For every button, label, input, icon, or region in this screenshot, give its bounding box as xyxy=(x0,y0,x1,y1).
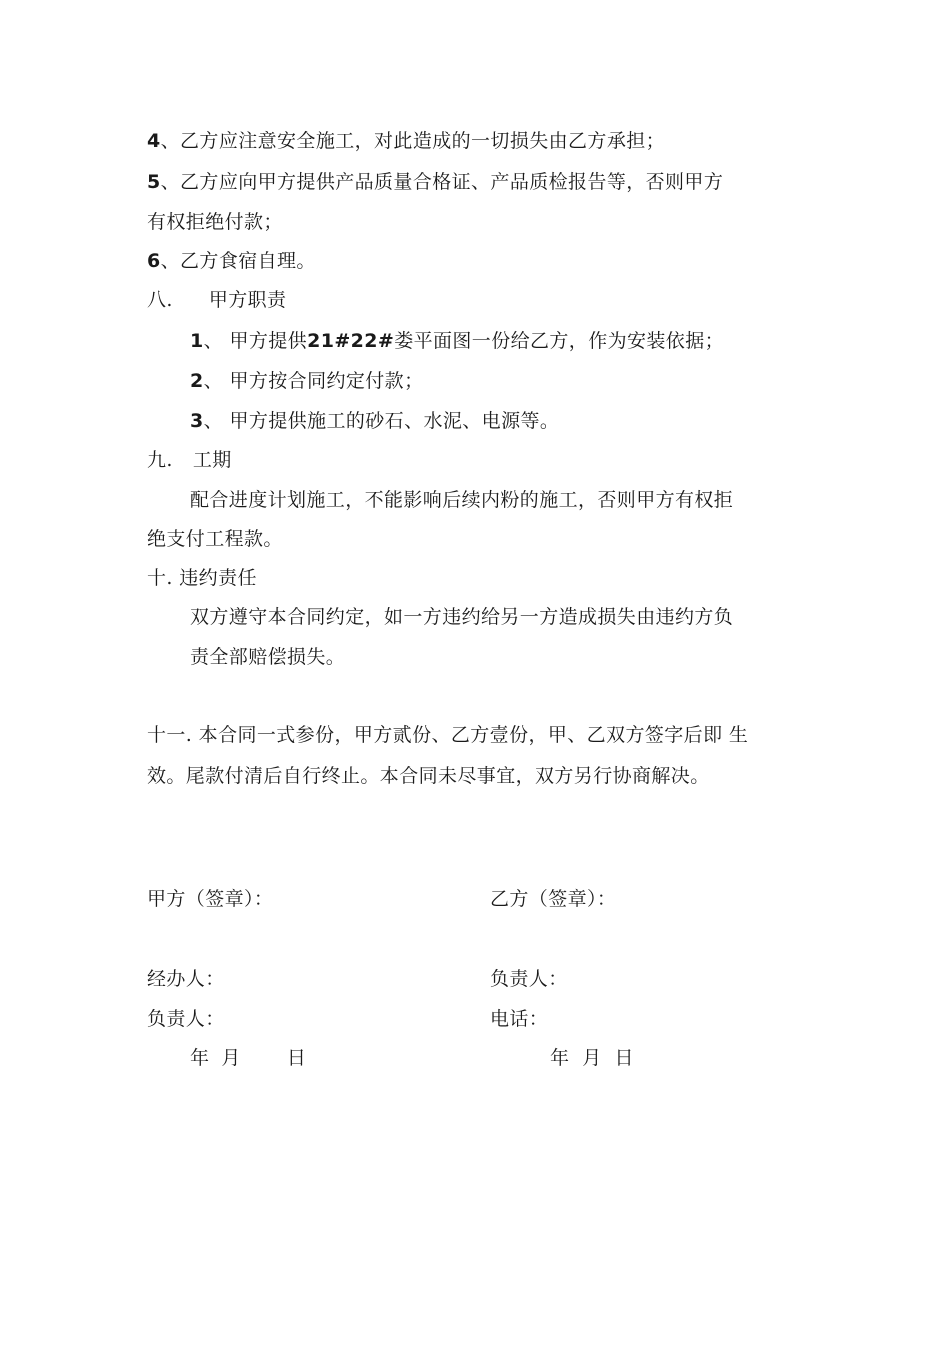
section-9-body-cont: 绝支付工程款。 xyxy=(147,528,283,550)
section-11-body: 十一. 本合同一式参份，甲方贰份、乙方壹份，甲、乙双方签字后即 生 xyxy=(147,724,749,746)
party-b-responsible: 负责人： xyxy=(490,968,568,990)
item-text: 、乙方应向甲方提供产品质量合格证、产品质检报告等，否则甲方 xyxy=(160,171,724,193)
party-b-phone: 电话： xyxy=(490,1008,549,1030)
section-8-item-3: 3、 甲方提供施工的砂石、水泥、电源等。 xyxy=(190,410,560,432)
section-10-body-cont: 责全部赔偿损失。 xyxy=(190,646,346,668)
clause-item-4 xyxy=(147,129,665,153)
party-a-handler: 经办人： xyxy=(147,968,225,990)
section-9-heading xyxy=(147,448,232,472)
party-a-signature: 甲方（签章）： xyxy=(147,888,274,910)
party-b-date: 年 月 日 xyxy=(550,1047,634,1069)
item-text: 、乙方应注意安全施工，对此造成的一切损失由乙方承担； xyxy=(160,130,666,152)
section-10-body: 双方遵守本合同约定，如一方违约给另一方造成损失由违约方负 xyxy=(190,606,734,628)
party-a-date: 年 月 日 xyxy=(190,1047,307,1069)
section-10-heading: 十. 违约责任 xyxy=(147,567,257,589)
item-text: 、乙方食宿自理。 xyxy=(160,250,316,272)
section-number: 八. xyxy=(147,289,173,311)
item-number: 4 xyxy=(147,130,161,152)
section-title: 甲方职责 xyxy=(208,289,287,311)
party-b-signature: 乙方（签章）： xyxy=(490,888,617,910)
section-number: 九. xyxy=(147,449,173,471)
section-title: 工期 xyxy=(192,449,232,471)
item-number: 6 xyxy=(147,250,161,272)
section-8-item-2: 2、 甲方按合同约定付款； xyxy=(190,370,424,392)
clause-item-5 xyxy=(147,170,723,194)
clause-item-6 xyxy=(147,249,316,273)
party-a-responsible: 负责人： xyxy=(147,1008,225,1030)
building-number: 21#22# xyxy=(307,330,395,352)
clause-item-5-cont: 有权拒绝付款； xyxy=(147,211,283,233)
item-number: 5 xyxy=(147,171,161,193)
section-9-body: 配合进度计划施工，不能影响后续内粉的施工，否则甲方有权拒 xyxy=(190,489,734,511)
section-11-body-cont: 效。尾款付清后自行终止。本合同未尽事宜，双方另行协商解决。 xyxy=(147,765,710,787)
section-8-item-1: 1、 甲方提供21#22#娄平面图一份给乙方，作为安装依据； xyxy=(190,330,725,352)
section-8-heading xyxy=(147,288,286,312)
